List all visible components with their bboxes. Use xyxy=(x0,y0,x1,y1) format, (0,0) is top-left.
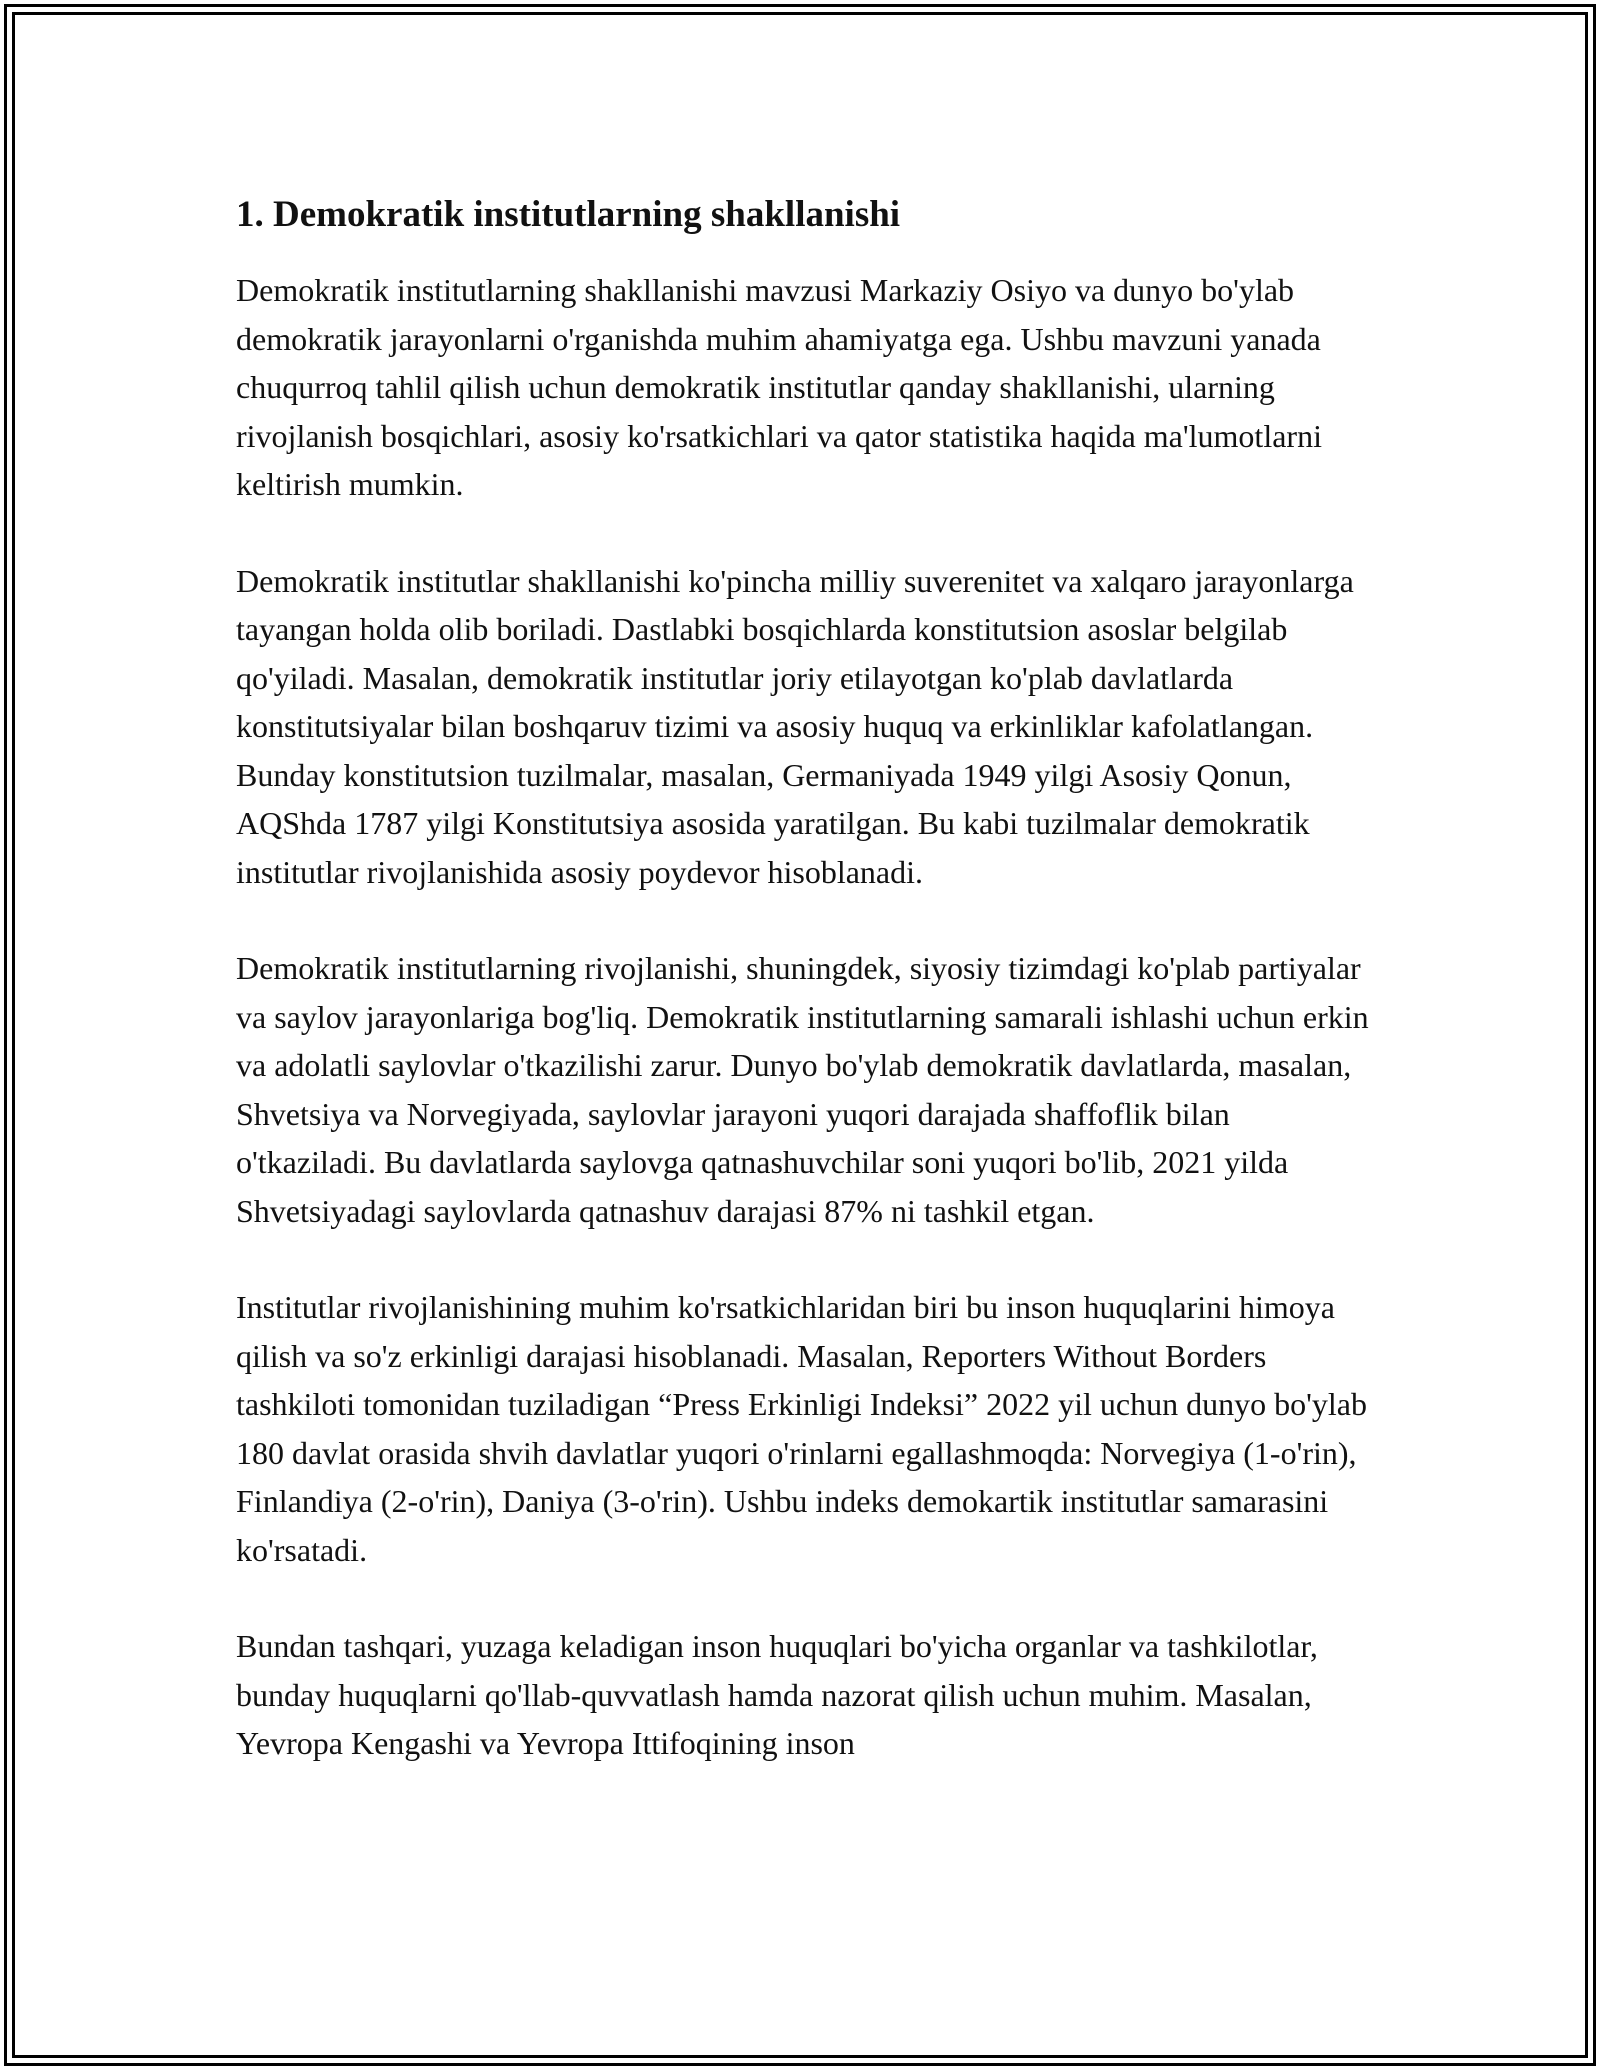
paragraph-2: Demokratik institutlar shakllanishi ko'pincha milliy suverenitet va xalqaro jarayonlarga tayangan holda olib boriladi. Dastlabki bosqichlarda konstitutsion asoslar belgilab qo'yiladi. Masalan, demokratik institutlar joriy etilayotgan ko'plab davlatlarda konstitutsiyalar bilan boshqaruv tizimi va asosiy huquq va erkinliklar kafolatlangan. Bunday konstitutsion tuzilmalar, masalan, Germaniyada 1949 yilgi Asosiy Qonun, AQShda 1787 yilgi Konstitutsiya asosida yaratilgan. Bu kabi tuzilmalar demokratik institutlar rivojlanishida asosiy poydevor hisoblanadi. xyxy=(236,562,1354,890)
paragraph-4: Institutlar rivojlanishining muhim ko'rsatkichlaridan biri bu inson huquqlarini himoya qilish va so'z erkinligi darajasi hisoblanadi. Masalan, Reporters Without Borders tashkiloti tomonidan tuziladigan “Press Erkinligi Indeksi” 2022 yil uchun dunyo bo'ylab 180 davlat orasida shvih davlatlar yuqori o'rinlarni egallashmoqda: Norvegiya (1-o'rin), Finlandiya (2-o'rin), Daniya (3-o'rin). Ushbu indeks demokartik institutlar samarasini ko'rsatadi. xyxy=(236,1289,1367,1568)
section-title: 1. Demokratik institutlarning shakllanishi xyxy=(236,194,901,235)
paragraph-1: Demokratik institutlarning shakllanishi mavzusi Markaziy Osiyo va dunyo bo'ylab demokratik jarayonlarni o'rganishda muhim ahamiyatga ega. Ushbu mavzuni yanada chuqurroq tahlil qilish uchun demokratik institutlar qanday shakllanishi, ularning rivojlanish bosqichlari, asosiy ko'rsatkichlari va qator statistika haqida ma'lumotlarni keltirish mumkin. xyxy=(236,272,1322,502)
paragraph-5: Bundan tashqari, yuzaga keladigan inson huquqlari bo'yicha organlar va tashkilotlar, bunday huquqlarni qo'llab-quvvatlash hamda nazorat qilish uchun muhim. Masalan, Yevropa Kengashi va Yevropa Ittifoqining inson xyxy=(236,1628,1318,1761)
document-body xyxy=(236,188,1371,1816)
paragraph-3: Demokratik institutlarning rivojlanishi, shuningdek, siyosiy tizimdagi ko'plab partiyalar va saylov jarayonlariga bog'liq. Demokratik institutlarning samarali ishlashi uchun erkin va adolatli saylovlar o'tkazilishi zarur. Dunyo bo'ylab demokratik davlatlarda, masalan, Shvetsiya va Norvegiyada, saylovlar jarayoni yuqori darajada shaffoflik bilan o'tkaziladi. Bu davlatlarda saylovga qatnashuvchilar soni yuqori bo'lib, 2021 yilda Shvetsiyadagi saylovlarda qatnashuv darajasi 87% ni tashkil etgan. xyxy=(236,950,1369,1229)
